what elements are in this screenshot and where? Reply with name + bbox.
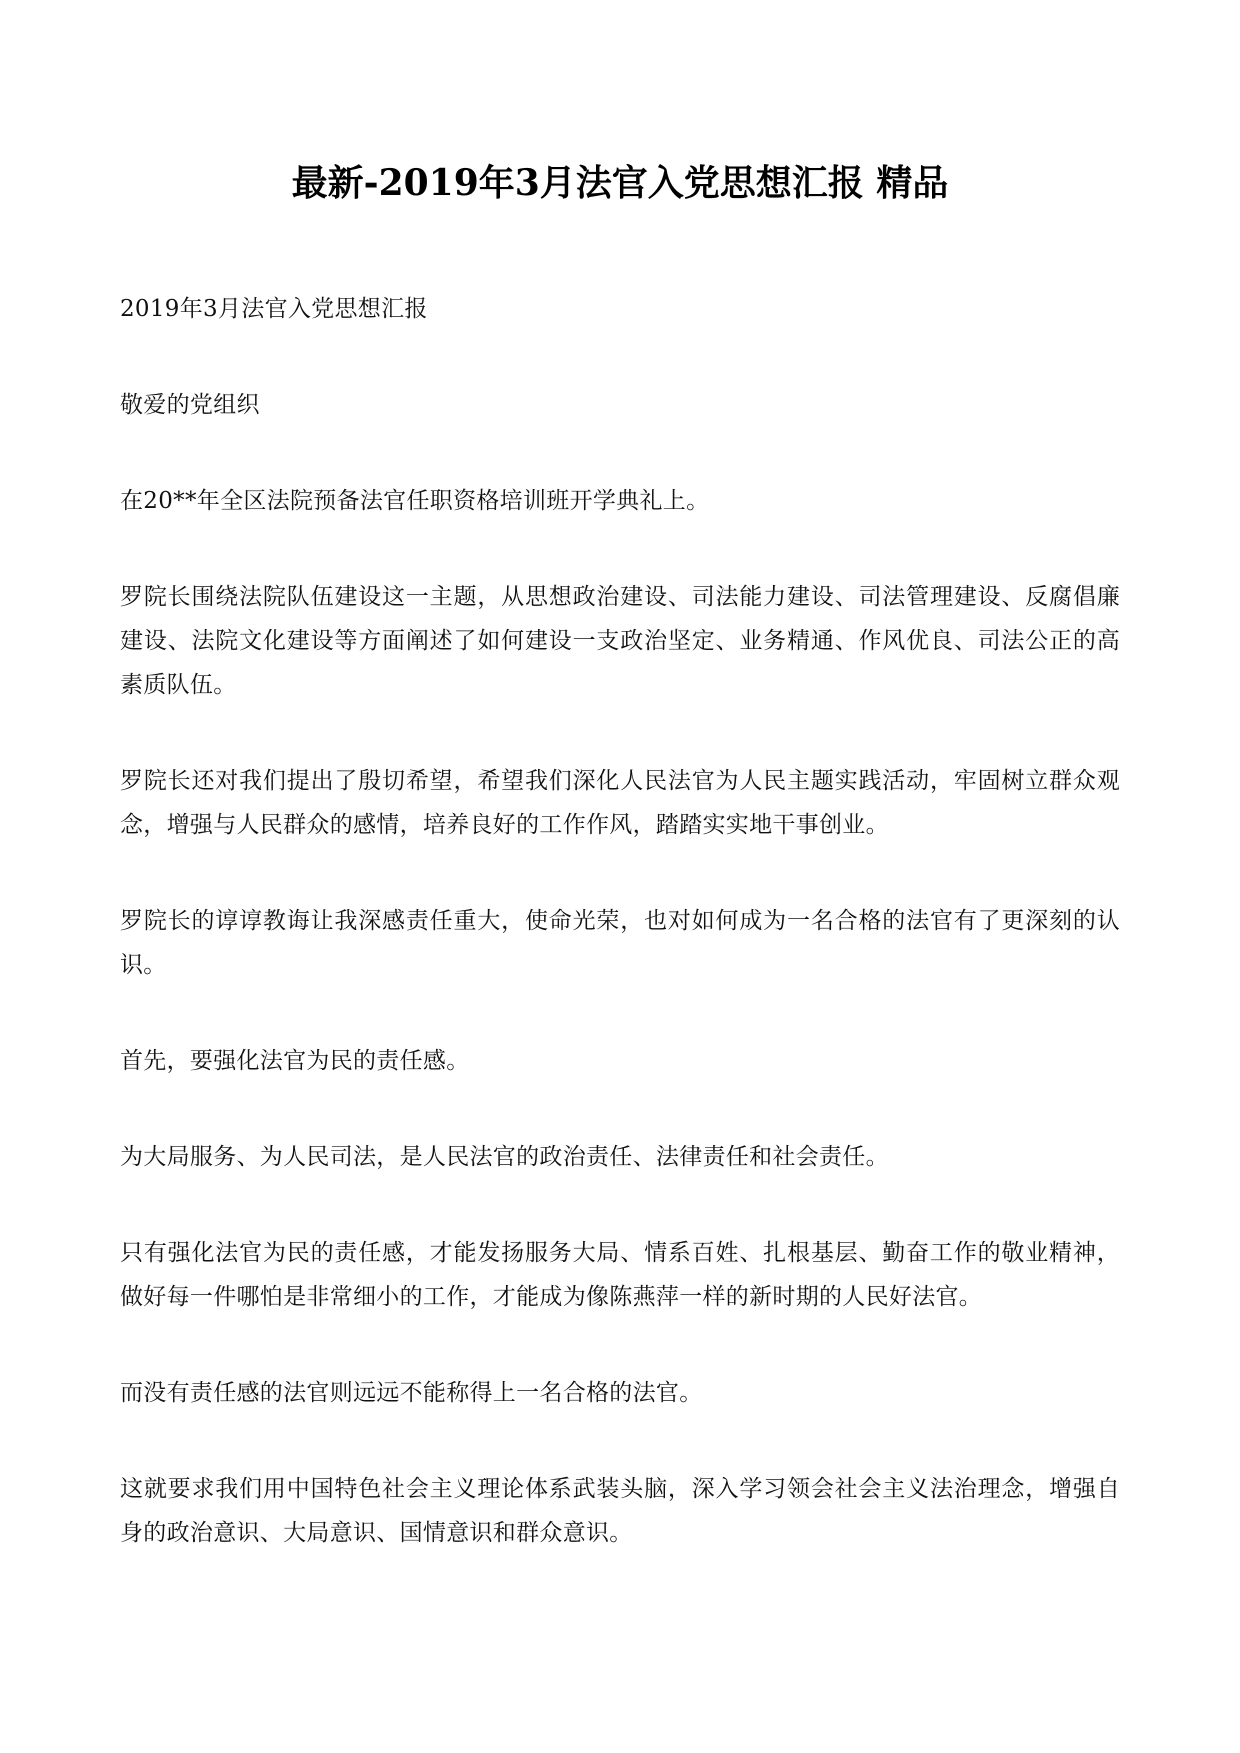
- paragraph-salutation: 敬爱的党组织: [120, 392, 260, 418]
- paragraph: 首先，要强化法官为民的责任感。: [120, 1048, 470, 1074]
- paragraph: 只有强化法官为民的责任感，才能发扬服务大局、情系百姓、扎根基层、勤奋工作的敬业精神，做好每一件哪怕是非常细小的工作，才能成为像陈燕萍一样的新时期的人民好法官。: [120, 1240, 1120, 1310]
- paragraph: 在20**年全区法院预备法官任职资格培训班开学典礼上。: [120, 488, 710, 514]
- paragraph: 罗院长的谆谆教诲让我深感责任重大，使命光荣，也对如何成为一名合格的法官有了更深刻的认识。: [120, 908, 1120, 978]
- paragraph: 罗院长围绕法院队伍建设这一主题，从思想政治建设、司法能力建设、司法管理建设、反腐倡廉建设、法院文化建设等方面阐述了如何建设一支政治坚定、业务精通、作风优良、司法公正的高素质队伍。: [120, 584, 1120, 698]
- document-title: 最新-2019年3月法官入党思想汇报 精品: [291, 162, 949, 204]
- paragraph: 这就要求我们用中国特色社会主义理论体系武装头脑，深入学习领会社会主义法治理念，增强自身的政治意识、大局意识、国情意识和群众意识。: [120, 1476, 1120, 1546]
- document-body: [120, 287, 1120, 1607]
- paragraph: 为大局服务、为人民司法，是人民法官的政治责任、法律责任和社会责任。: [120, 1144, 889, 1170]
- paragraph: 罗院长还对我们提出了殷切希望，希望我们深化人民法官为人民主题实践活动，牢固树立群众观念，增强与人民群众的感情，培养良好的工作作风，踏踏实实地干事创业。: [120, 768, 1120, 838]
- paragraph-subtitle: 2019年3月法官入党思想汇报: [120, 296, 428, 322]
- paragraph: 而没有责任感的法官则远远不能称得上一名合格的法官。: [120, 1380, 703, 1406]
